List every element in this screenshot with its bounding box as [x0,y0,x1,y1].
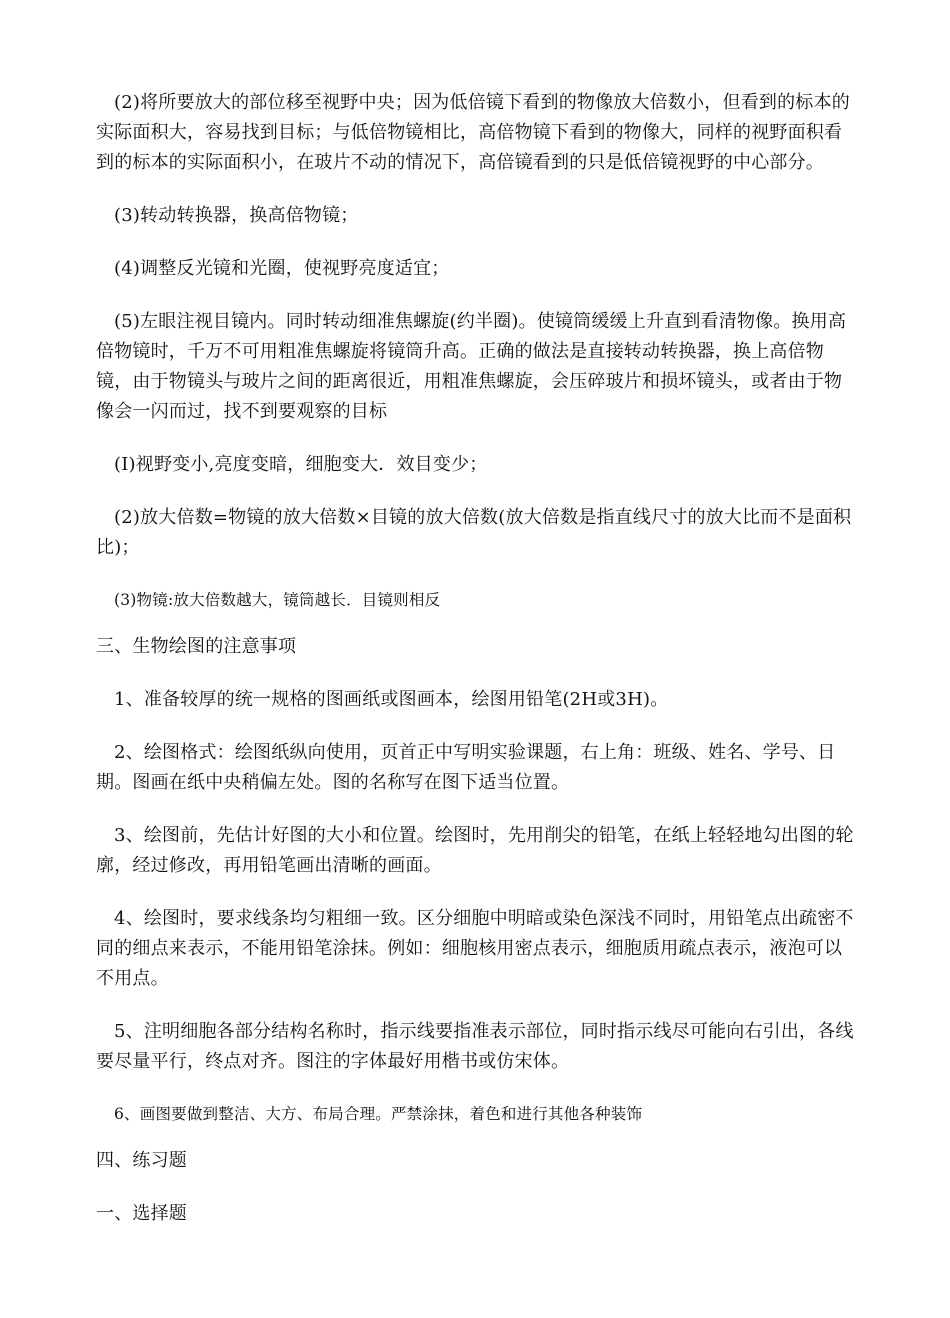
section-heading-exercises: 四、练习题 [96,1150,187,1171]
paragraph-drawing-item-6: 6、画图要做到整洁、大方、布局合理。严禁涂抹，着色和进行其他各种装饰 [114,1105,643,1123]
paragraph-drawing-item-3: 3、绘图前，先估计好图的大小和位置。绘图时，先用削尖的铅笔，在纸上轻轻地勾出图的轮廓，经过修改，再用铅笔画出清晰的画面。 [96,825,854,876]
paragraph-step-4-adjust-light: (4)调整反光镜和光圈，使视野亮度适宜； [114,258,450,279]
section-heading-multiple-choice: 一、选择题 [96,1203,187,1224]
paragraph-step-2-move-to-center: (2)将所要放大的部位移至视野中央；因为低倍镜下看到的物像放大倍数小，但看到的标本的实际面积大，容易找到目标；与低倍物镜相比，高倍物镜下看到的物像大，同样的视野面积看到的标本的实际面积小，在玻片不动的情况下，高倍镜看到的只是低倍镜视野的中心部分。 [96,92,850,173]
paragraph-drawing-item-5: 5、注明细胞各部分结构名称时，指示线要指准表示部位，同时指示线尽可能向右引出，各线要尽量平行，终点对齐。图注的字体最好用楷书或仿宋体。 [96,1021,854,1072]
paragraph-step-3-rotate-converter: (3)转动转换器，换高倍物镜； [114,205,359,226]
paragraph-note-1-field-of-view: (I)视野变小,亮度变暗，细胞变大．效目变少； [114,454,488,475]
section-heading-drawing-notes: 三、生物绘图的注意事项 [96,636,297,657]
paragraph-step-5-fine-focus: (5)左眼注视目镜内。同时转动细准焦螺旋(约半圈)。使镜筒缓缓上升直到看清物像。换用高倍物镜时，千万不可用粗准焦螺旋将镜筒升高。正确的做法是直接转动转换器，换上高倍物镜，由于物镜头与玻片之间的距离很近，用粗准焦螺旋，会压碎玻片和损坏镜头，或者由于物像会一闪而过，找不到要观察的目标 [96,311,847,422]
paragraph-drawing-item-4: 4、绘图时，要求线条均匀粗细一致。区分细胞中明暗或染色深浅不同时，用铅笔点出疏密不同的细点来表示，不能用铅笔涂抹。例如：细胞核用密点表示，细胞质用疏点表示，液泡可以不用点。 [96,908,854,989]
paragraph-note-2-magnification: (2)放大倍数=物镜的放大倍数×目镜的放大倍数(放大倍数是指直线尺寸的放大比而不是面积比)； [96,507,852,558]
paragraph-drawing-item-2: 2、绘图格式：绘图纸纵向使用，页首正中写明实验课题，右上角：班级、姓名、学号、日期。图画在纸中央稍偏左处。图的名称写在图下适当位置。 [96,742,836,793]
paragraph-note-3-objective-length: (3)物镜:放大倍数越大，镜筒越长．目镜则相反 [114,591,441,609]
document-page [96,88,858,1252]
paragraph-drawing-item-1: 1、准备较厚的统一规格的图画纸或图画本，绘图用铅笔(2H或3H)。 [114,689,669,710]
